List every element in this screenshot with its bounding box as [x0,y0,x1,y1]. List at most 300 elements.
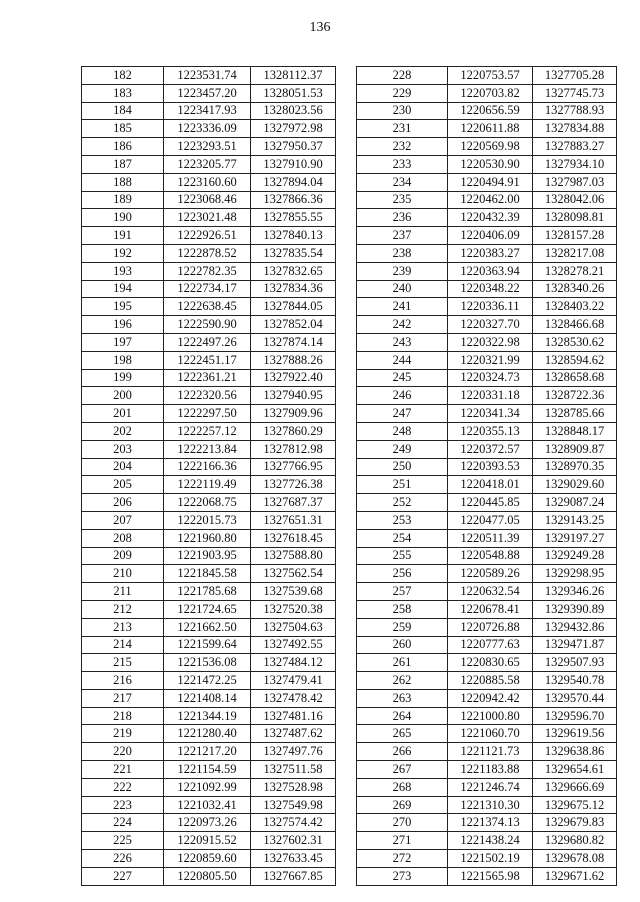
y-coordinate-cell: 1328340.26 [533,280,617,298]
point-number-cell: 241 [357,298,448,316]
point-number-cell: 189 [82,191,164,209]
point-number-cell: 196 [82,316,164,334]
table-row [82,120,336,138]
table-row [357,511,617,529]
x-coordinate-cell: 1220494.91 [448,173,533,191]
point-number-cell: 221 [82,761,164,779]
x-coordinate-cell: 1222878.52 [164,244,251,262]
y-coordinate-cell: 1327788.93 [533,102,617,120]
x-coordinate-cell: 1222782.35 [164,262,251,280]
y-coordinate-cell: 1327910.90 [251,155,336,173]
table-row [82,476,336,494]
table-row [82,440,336,458]
x-coordinate-cell: 1220445.85 [448,494,533,512]
table-row [82,547,336,565]
table-row [82,209,336,227]
table-row [82,867,336,885]
table-row [82,351,336,369]
point-number-cell: 248 [357,422,448,440]
y-coordinate-cell: 1327687.37 [251,494,336,512]
y-coordinate-cell: 1329671.62 [533,867,617,885]
y-coordinate-cell: 1329143.25 [533,511,617,529]
point-number-cell: 260 [357,636,448,654]
y-coordinate-cell: 1327726.38 [251,476,336,494]
x-coordinate-cell: 1221472.25 [164,672,251,690]
table-row [82,67,336,85]
table-row [82,565,336,583]
x-coordinate-cell: 1221032.41 [164,796,251,814]
point-number-cell: 201 [82,405,164,423]
point-number-cell: 264 [357,707,448,725]
point-number-cell: 245 [357,369,448,387]
x-coordinate-cell: 1222213.84 [164,440,251,458]
y-coordinate-cell: 1328157.28 [533,227,617,245]
point-number-cell: 210 [82,565,164,583]
table-row [357,707,617,725]
point-number-cell: 258 [357,600,448,618]
y-coordinate-cell: 1327511.58 [251,761,336,779]
y-coordinate-cell: 1327574.42 [251,814,336,832]
table-row [82,138,336,156]
x-coordinate-cell: 1220753.57 [448,67,533,85]
table-row [82,155,336,173]
point-number-cell: 186 [82,138,164,156]
y-coordinate-cell: 1329507.93 [533,654,617,672]
table-row [357,761,617,779]
table-row [357,191,617,209]
point-number-cell: 226 [82,850,164,868]
y-coordinate-cell: 1327940.95 [251,387,336,405]
point-number-cell: 184 [82,102,164,120]
x-coordinate-cell: 1222590.90 [164,316,251,334]
x-coordinate-cell: 1220942.42 [448,689,533,707]
x-coordinate-cell: 1220611.88 [448,120,533,138]
y-coordinate-cell: 1327844.05 [251,298,336,316]
point-number-cell: 204 [82,458,164,476]
x-coordinate-cell: 1220372.57 [448,440,533,458]
x-coordinate-cell: 1223205.77 [164,155,251,173]
point-number-cell: 251 [357,476,448,494]
y-coordinate-cell: 1329570.44 [533,689,617,707]
y-coordinate-cell: 1327922.40 [251,369,336,387]
y-coordinate-cell: 1327840.13 [251,227,336,245]
y-coordinate-cell: 1328530.62 [533,333,617,351]
table-row [82,796,336,814]
y-coordinate-cell: 1327497.76 [251,743,336,761]
y-coordinate-cell: 1329298.95 [533,565,617,583]
point-number-cell: 238 [357,244,448,262]
x-coordinate-cell: 1221000.80 [448,707,533,725]
table-row [357,440,617,458]
point-number-cell: 253 [357,511,448,529]
y-coordinate-cell: 1327479.41 [251,672,336,690]
table-row [82,280,336,298]
y-coordinate-cell: 1327602.31 [251,832,336,850]
point-number-cell: 213 [82,618,164,636]
x-coordinate-cell: 1221903.95 [164,547,251,565]
x-coordinate-cell: 1223457.20 [164,84,251,102]
point-number-cell: 219 [82,725,164,743]
table-row [82,814,336,832]
y-coordinate-cell: 1328785.66 [533,405,617,423]
x-coordinate-cell: 1220915.52 [164,832,251,850]
y-coordinate-cell: 1327705.28 [533,67,617,85]
table-row [357,333,617,351]
x-coordinate-cell: 1222361.21 [164,369,251,387]
x-coordinate-cell: 1223068.46 [164,191,251,209]
table-row [82,778,336,796]
x-coordinate-cell: 1220348.22 [448,280,533,298]
y-coordinate-cell: 1327883.27 [533,138,617,156]
point-number-cell: 211 [82,583,164,601]
table-body [357,67,617,886]
point-number-cell: 190 [82,209,164,227]
x-coordinate-cell: 1222015.73 [164,511,251,529]
x-coordinate-cell: 1220341.34 [448,405,533,423]
x-coordinate-cell: 1221599.64 [164,636,251,654]
table-row [82,369,336,387]
y-coordinate-cell: 1329638.86 [533,743,617,761]
x-coordinate-cell: 1220830.65 [448,654,533,672]
point-number-cell: 265 [357,725,448,743]
table-row [357,422,617,440]
y-coordinate-cell: 1329679.83 [533,814,617,832]
x-coordinate-cell: 1221280.40 [164,725,251,743]
y-coordinate-cell: 1328466.68 [533,316,617,334]
x-coordinate-cell: 1221092.99 [164,778,251,796]
table-row [82,743,336,761]
y-coordinate-cell: 1329249.28 [533,547,617,565]
x-coordinate-cell: 1220805.50 [164,867,251,885]
table-row [357,654,617,672]
table-row [82,618,336,636]
x-coordinate-cell: 1222068.75 [164,494,251,512]
x-coordinate-cell: 1222451.17 [164,351,251,369]
x-coordinate-cell: 1220322.98 [448,333,533,351]
point-number-cell: 247 [357,405,448,423]
point-number-cell: 218 [82,707,164,725]
table-row [357,227,617,245]
y-coordinate-cell: 1327832.65 [251,262,336,280]
table-row [82,707,336,725]
x-coordinate-cell: 1220355.13 [448,422,533,440]
y-coordinate-cell: 1329680.82 [533,832,617,850]
table-row [82,511,336,529]
table-row [357,298,617,316]
table-row [82,529,336,547]
point-number-cell: 263 [357,689,448,707]
point-number-cell: 249 [357,440,448,458]
y-coordinate-cell: 1327588.80 [251,547,336,565]
table-row [357,529,617,547]
table-row [82,244,336,262]
y-coordinate-cell: 1327987.03 [533,173,617,191]
table-row [82,191,336,209]
x-coordinate-cell: 1220777.63 [448,636,533,654]
table-row [357,67,617,85]
point-number-cell: 271 [357,832,448,850]
point-number-cell: 202 [82,422,164,440]
table-row [357,120,617,138]
x-coordinate-cell: 1220859.60 [164,850,251,868]
x-coordinate-cell: 1221502.19 [448,850,533,868]
y-coordinate-cell: 1328112.37 [251,67,336,85]
x-coordinate-cell: 1220363.94 [448,262,533,280]
y-coordinate-cell: 1327633.45 [251,850,336,868]
point-number-cell: 209 [82,547,164,565]
x-coordinate-cell: 1221845.58 [164,565,251,583]
table-row [357,778,617,796]
point-number-cell: 261 [357,654,448,672]
x-coordinate-cell: 1221438.24 [448,832,533,850]
y-coordinate-cell: 1329432.86 [533,618,617,636]
x-coordinate-cell: 1220703.82 [448,84,533,102]
point-number-cell: 206 [82,494,164,512]
table-row [357,689,617,707]
point-number-cell: 240 [357,280,448,298]
x-coordinate-cell: 1221344.19 [164,707,251,725]
y-coordinate-cell: 1329540.78 [533,672,617,690]
table-row [357,84,617,102]
point-number-cell: 215 [82,654,164,672]
table-row [357,565,617,583]
table-row [357,600,617,618]
y-coordinate-cell: 1327484.12 [251,654,336,672]
x-coordinate-cell: 1221310.30 [448,796,533,814]
y-coordinate-cell: 1327950.37 [251,138,336,156]
x-coordinate-cell: 1220324.73 [448,369,533,387]
y-coordinate-cell: 1327835.54 [251,244,336,262]
table-row [82,654,336,672]
y-coordinate-cell: 1328594.62 [533,351,617,369]
table-row [357,476,617,494]
x-coordinate-cell: 1223336.09 [164,120,251,138]
table-row [357,369,617,387]
y-coordinate-cell: 1327866.36 [251,191,336,209]
table-row [82,583,336,601]
table-row [82,173,336,191]
x-coordinate-cell: 1220632.54 [448,583,533,601]
x-coordinate-cell: 1221060.70 [448,725,533,743]
point-number-cell: 242 [357,316,448,334]
point-number-cell: 228 [357,67,448,85]
table-row [357,832,617,850]
x-coordinate-cell: 1222734.17 [164,280,251,298]
point-number-cell: 183 [82,84,164,102]
y-coordinate-cell: 1327834.36 [251,280,336,298]
x-coordinate-cell: 1222638.45 [164,298,251,316]
x-coordinate-cell: 1221183.88 [448,761,533,779]
y-coordinate-cell: 1327874.14 [251,333,336,351]
point-number-cell: 239 [357,262,448,280]
table-row [357,583,617,601]
table-row [82,458,336,476]
x-coordinate-cell: 1220973.26 [164,814,251,832]
table-row [357,316,617,334]
y-coordinate-cell: 1328403.22 [533,298,617,316]
point-number-cell: 231 [357,120,448,138]
point-number-cell: 233 [357,155,448,173]
point-number-cell: 197 [82,333,164,351]
table-row [357,547,617,565]
point-number-cell: 269 [357,796,448,814]
y-coordinate-cell: 1327562.54 [251,565,336,583]
point-number-cell: 256 [357,565,448,583]
point-number-cell: 259 [357,618,448,636]
point-number-cell: 225 [82,832,164,850]
table-row [357,138,617,156]
x-coordinate-cell: 1220678.41 [448,600,533,618]
point-number-cell: 235 [357,191,448,209]
point-number-cell: 234 [357,173,448,191]
table-row [357,173,617,191]
y-coordinate-cell: 1329678.08 [533,850,617,868]
x-coordinate-cell: 1223531.74 [164,67,251,85]
x-coordinate-cell: 1220418.01 [448,476,533,494]
y-coordinate-cell: 1327909.96 [251,405,336,423]
x-coordinate-cell: 1221217.20 [164,743,251,761]
point-number-cell: 214 [82,636,164,654]
y-coordinate-cell: 1328278.21 [533,262,617,280]
table-row [82,672,336,690]
x-coordinate-cell: 1220331.18 [448,387,533,405]
x-coordinate-cell: 1221374.13 [448,814,533,832]
y-coordinate-cell: 1329346.26 [533,583,617,601]
y-coordinate-cell: 1328217.08 [533,244,617,262]
point-number-cell: 224 [82,814,164,832]
point-number-cell: 216 [82,672,164,690]
y-coordinate-cell: 1327492.55 [251,636,336,654]
point-number-cell: 236 [357,209,448,227]
y-coordinate-cell: 1327894.04 [251,173,336,191]
x-coordinate-cell: 1220511.39 [448,529,533,547]
table-row [82,387,336,405]
y-coordinate-cell: 1328909.87 [533,440,617,458]
x-coordinate-cell: 1220569.98 [448,138,533,156]
y-coordinate-cell: 1329029.60 [533,476,617,494]
y-coordinate-cell: 1328658.68 [533,369,617,387]
point-number-cell: 217 [82,689,164,707]
point-number-cell: 198 [82,351,164,369]
y-coordinate-cell: 1327860.29 [251,422,336,440]
table-row [82,761,336,779]
point-number-cell: 222 [82,778,164,796]
point-number-cell: 203 [82,440,164,458]
y-coordinate-cell: 1327481.16 [251,707,336,725]
y-coordinate-cell: 1329666.69 [533,778,617,796]
table-row [357,102,617,120]
point-number-cell: 267 [357,761,448,779]
point-number-cell: 244 [357,351,448,369]
x-coordinate-cell: 1223160.60 [164,173,251,191]
page-number: 136 [309,20,331,35]
x-coordinate-cell: 1221536.08 [164,654,251,672]
x-coordinate-cell: 1221565.98 [448,867,533,885]
x-coordinate-cell: 1220656.59 [448,102,533,120]
table-row [357,850,617,868]
x-coordinate-cell: 1221246.74 [448,778,533,796]
table-row [357,262,617,280]
x-coordinate-cell: 1220321.99 [448,351,533,369]
x-coordinate-cell: 1222297.50 [164,405,251,423]
y-coordinate-cell: 1327972.98 [251,120,336,138]
x-coordinate-cell: 1220548.88 [448,547,533,565]
table-row [357,155,617,173]
x-coordinate-cell: 1223417.93 [164,102,251,120]
point-number-cell: 195 [82,298,164,316]
y-coordinate-cell: 1327504.63 [251,618,336,636]
y-coordinate-cell: 1328848.17 [533,422,617,440]
x-coordinate-cell: 1222497.26 [164,333,251,351]
point-number-cell: 191 [82,227,164,245]
point-number-cell: 212 [82,600,164,618]
point-number-cell: 255 [357,547,448,565]
table-row [357,405,617,423]
point-number-cell: 220 [82,743,164,761]
x-coordinate-cell: 1220327.70 [448,316,533,334]
point-number-cell: 232 [357,138,448,156]
x-coordinate-cell: 1220462.00 [448,191,533,209]
table-row [357,280,617,298]
x-coordinate-cell: 1223293.51 [164,138,251,156]
y-coordinate-cell: 1329390.89 [533,600,617,618]
point-number-cell: 270 [357,814,448,832]
table-row [82,84,336,102]
x-coordinate-cell: 1220477.05 [448,511,533,529]
table-row [82,832,336,850]
point-number-cell: 205 [82,476,164,494]
y-coordinate-cell: 1327745.73 [533,84,617,102]
y-coordinate-cell: 1329596.70 [533,707,617,725]
x-coordinate-cell: 1221408.14 [164,689,251,707]
table-row [357,387,617,405]
x-coordinate-cell: 1222320.56 [164,387,251,405]
table-row [82,316,336,334]
x-coordinate-cell: 1221154.59 [164,761,251,779]
y-coordinate-cell: 1329675.12 [533,796,617,814]
point-number-cell: 237 [357,227,448,245]
y-coordinate-cell: 1328970.35 [533,458,617,476]
point-number-cell: 227 [82,867,164,885]
x-coordinate-cell: 1220726.88 [448,618,533,636]
x-coordinate-cell: 1222926.51 [164,227,251,245]
table-row [82,725,336,743]
table-row [357,458,617,476]
coordinates-table-left [81,66,336,886]
x-coordinate-cell: 1221662.50 [164,618,251,636]
table-row [82,405,336,423]
y-coordinate-cell: 1328042.06 [533,191,617,209]
x-coordinate-cell: 1220406.09 [448,227,533,245]
y-coordinate-cell: 1329654.61 [533,761,617,779]
table-row [82,600,336,618]
y-coordinate-cell: 1327487.62 [251,725,336,743]
table-row [357,672,617,690]
y-coordinate-cell: 1328051.53 [251,84,336,102]
x-coordinate-cell: 1221960.80 [164,529,251,547]
point-number-cell: 266 [357,743,448,761]
point-number-cell: 199 [82,369,164,387]
x-coordinate-cell: 1220530.90 [448,155,533,173]
point-number-cell: 182 [82,67,164,85]
x-coordinate-cell: 1221121.73 [448,743,533,761]
point-number-cell: 223 [82,796,164,814]
y-coordinate-cell: 1327855.55 [251,209,336,227]
point-number-cell: 230 [357,102,448,120]
table-row [82,494,336,512]
y-coordinate-cell: 1327549.98 [251,796,336,814]
point-number-cell: 229 [357,84,448,102]
